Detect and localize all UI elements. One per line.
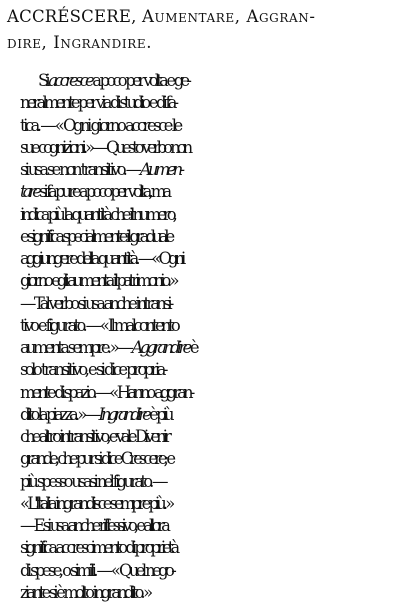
body-text-segment: indica più la quantità che il numero, — [20, 204, 174, 224]
body-text-segment: aggiungere della quantità. — « Ogni — [20, 249, 183, 268]
body-text-segment: tica. — « Ogni giorno accresce le — [20, 115, 180, 135]
body-text-segment: più spesso usasi nel figurato. — — [20, 471, 165, 491]
body-text-segment: — Tal verbo si usa anche intransi- — [20, 293, 171, 313]
heading-synonyms: Aumentare, Aggran- — [141, 7, 316, 26]
body-text-segment: aumenta sempre. » — — [20, 338, 132, 357]
body-line — [0, 560, 400, 582]
italic-term: tare — [20, 182, 38, 202]
body-line — [0, 70, 400, 92]
body-line — [0, 515, 400, 537]
body-line — [0, 359, 400, 381]
body-text-segment: si usa se non transitivo. — — [20, 160, 140, 179]
body-text-segment: di spese, o simili. — « Quel nego- — [20, 560, 174, 580]
body-text-segment: sue cognizioni. » — Questo verbo non — [20, 137, 190, 157]
heading-line — [7, 4, 393, 30]
italic-term: Aggrandire — [131, 338, 189, 357]
body-text-segment: — E si usa anche riflessivo, e allora — [20, 516, 167, 535]
body-text-segment: è più — [147, 404, 171, 424]
heading-line — [7, 30, 393, 56]
body-text-segment: significa accrescimento di proprietà — [20, 538, 177, 558]
body-line — [0, 115, 400, 137]
entry-body — [0, 70, 400, 604]
body-line — [0, 582, 400, 604]
body-text-segment: giorno egli aumenta il patrimonio. » — [20, 271, 176, 291]
body-text-segment: grande, che pur si dice Crescere; e — [20, 449, 173, 469]
heading-synonyms: dire, Ingrandire. — [7, 33, 153, 52]
italic-term: accresce — [48, 71, 91, 90]
heading-headword: ACCRÉSCERE, — [7, 7, 142, 26]
body-line — [0, 337, 400, 359]
italic-term: Ingrandire — [98, 404, 148, 424]
body-line — [0, 270, 400, 292]
body-text-segment: a poco per volta e ge- — [90, 71, 189, 90]
body-line — [0, 204, 400, 226]
italic-term: Aumen- — [139, 160, 182, 179]
body-text-segment: mente di spazio. — « Hanno aggran- — [20, 382, 192, 402]
body-line — [0, 471, 400, 493]
body-text-segment: solo transitivo, e si dice propria- — [20, 360, 165, 380]
body-line — [0, 315, 400, 337]
body-line — [0, 382, 400, 404]
body-text-segment: neralmente per via di studio e di fa- — [20, 93, 176, 113]
body-line — [0, 92, 400, 114]
body-text-segment: Si — [38, 71, 49, 90]
body-line — [0, 293, 400, 315]
body-text-segment: ziante si è molto ingrandito. » — [20, 582, 150, 602]
body-line — [0, 226, 400, 248]
body-line — [0, 181, 400, 203]
body-text-segment: è — [188, 338, 196, 357]
body-text-segment: tivo e figurato. — « Il malcontento — [20, 315, 178, 335]
body-line — [0, 404, 400, 426]
body-text-segment: e significa specialmente il graduale — [20, 226, 172, 246]
body-text-segment: si fa pure a poco per volta, ma — [37, 182, 169, 202]
body-line — [0, 248, 400, 270]
body-line — [0, 137, 400, 159]
body-line — [0, 493, 400, 515]
body-text-segment: dito la piazza. » — — [20, 404, 99, 424]
body-line — [0, 537, 400, 559]
body-line — [0, 159, 400, 181]
body-text-segment: che altro intransitivo, e vale Divenir — [20, 427, 168, 446]
body-line — [0, 426, 400, 448]
entry-heading — [7, 4, 393, 56]
body-text-segment: « L'Italia ingrandisce sempre più. » — [20, 493, 172, 513]
body-line — [0, 448, 400, 470]
